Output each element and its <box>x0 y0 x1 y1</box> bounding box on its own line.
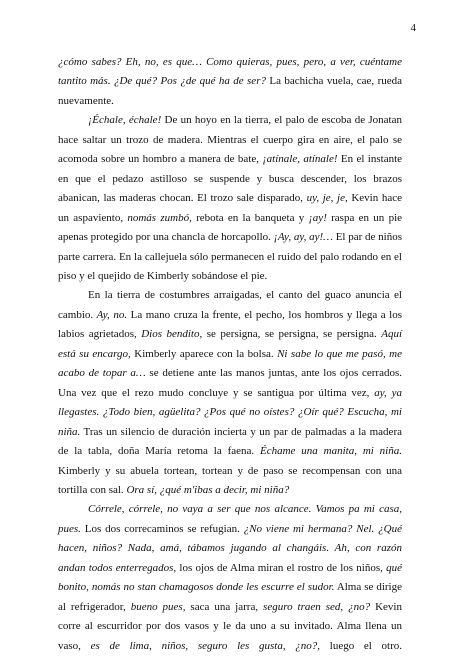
italic-run: ¿No viene mi hermana? Nel. ¿Qué hacen, niños? Nada, amá, tábamos jugando al changáis. Ah, con razón andan todos enterregados, <box>58 522 402 574</box>
text-run: luego el otro. <box>320 639 403 652</box>
text-run: En el instante en que el pedazo astilloso se suspende y busca descender, los brazos abanican, las maderas chocan. El trozo sale disparado, <box>58 153 403 205</box>
text-run: raspa en un pie apenas protegido por una chancla de horcapollo. <box>58 211 403 244</box>
text-run: Kevin corre al escurridor por dos vasos y le da uno a su invitado. Alma llena un vaso, <box>58 600 402 652</box>
text-run: Kevin hace un aspaviento, <box>58 192 403 224</box>
italic-run: uy, je, je, <box>306 192 348 205</box>
text-run: Kimberly aparece con la bolsa. <box>130 347 278 360</box>
text-run: Los dos correcaminos se refugian. <box>80 522 244 535</box>
italic-run: seguro traen sed, ¿no? <box>263 600 371 613</box>
text-run: De un hoyo en la tierra, el palo de escoba de Jonatan hace saltar un trozo de madera. Mientras el cuerpo gira en aire, el palo se acomoda sobre un hombro a manera de bate, <box>58 114 402 166</box>
text-run: Kimberly y su abuela tortean, tortean y de paso se recompensan con una tortilla con sal. <box>58 464 402 496</box>
italic-run: ¡ay! <box>308 211 327 224</box>
text-run: Tras un silencio de duración incierta y un par de palmadas a la madera de la tabla, doña María retoma la faena. <box>58 425 402 458</box>
paragraph-2 <box>58 111 402 286</box>
text-run: se detiene ante las manos juntas, ante los ojos cerrados. Una vez que el rezo mudo concluye y se santigua por última vez, <box>58 367 402 399</box>
document-body <box>58 53 402 656</box>
italic-run: Aquí está su encargo, <box>58 328 402 360</box>
italic-run: Ora sí, ¿qué m'ibas a decir, mi niña? <box>126 483 290 496</box>
text-run: La mano cruza la frente, el pecho, los hombros y llega a los labios agrietados, <box>58 308 402 341</box>
paragraph-1 <box>58 53 402 111</box>
page-number: 4 <box>410 22 416 34</box>
paragraph-4 <box>58 500 402 656</box>
italic-run: ¿cómo sabes? Eh, no, es que… Como quieras, pues, pero, a ver, cuéntame tantito más. ¿De qué? Pos ¿de qué ha de ser? <box>58 56 402 88</box>
italic-run: ¡Ay, ay, ay!… <box>273 231 333 244</box>
italic-run: Ni sabe lo que me pasó, me acabo de topar a… <box>58 347 402 380</box>
italic-run: ay, ya llegastes. ¿Todo bien, agüelita? ¿Pos qué no oístes? ¿Oír qué? Escucha, mi niña. <box>58 386 402 438</box>
italic-run: es de lima, niños, seguro les gusta, ¿no?, <box>90 639 321 652</box>
italic-run: Dios bendito, <box>141 328 203 341</box>
text-run: Alma se dirige al refrigerador, <box>58 581 402 613</box>
text-run: se persigna, se persigna, se persigna. <box>202 328 382 341</box>
text-run: En la tierra de costumbres arraigadas, el canto del guaco anuncia el cambio. <box>58 289 402 321</box>
text-run: La bachicha vuela, cae, rueda nuevamente. <box>58 75 402 107</box>
italic-run: ¡atínale, atínale! <box>262 153 338 166</box>
paragraph-3 <box>58 286 402 500</box>
text-run: los ojos de Alma miran el rostro de los niños, <box>176 561 387 574</box>
italic-run: ¡Échale, échale! <box>88 114 162 127</box>
text-run: El par de niños parte carrera. En la callejuela sólo permanecen el ruido del palo rodando en el piso y el quejido de Kimberly sobándose el pie. <box>58 231 402 282</box>
italic-run: bueno pues, <box>130 600 186 613</box>
italic-run: nomás zumbó, <box>127 211 192 224</box>
text-run: saca una jarra, <box>185 600 264 613</box>
italic-run: Ay, no. <box>96 308 128 321</box>
italic-run: Échame una manita, mi niña. <box>260 445 402 458</box>
text-run: rebota en la banqueta y <box>191 211 309 224</box>
italic-run: Córrele, córrele, no vaya a ser que nos alcance. Vamos pa mi casa, pues. <box>58 503 402 535</box>
italic-run: qué bonito, nomás no stan chamagosos donde les escurre el sudor. <box>58 561 403 594</box>
